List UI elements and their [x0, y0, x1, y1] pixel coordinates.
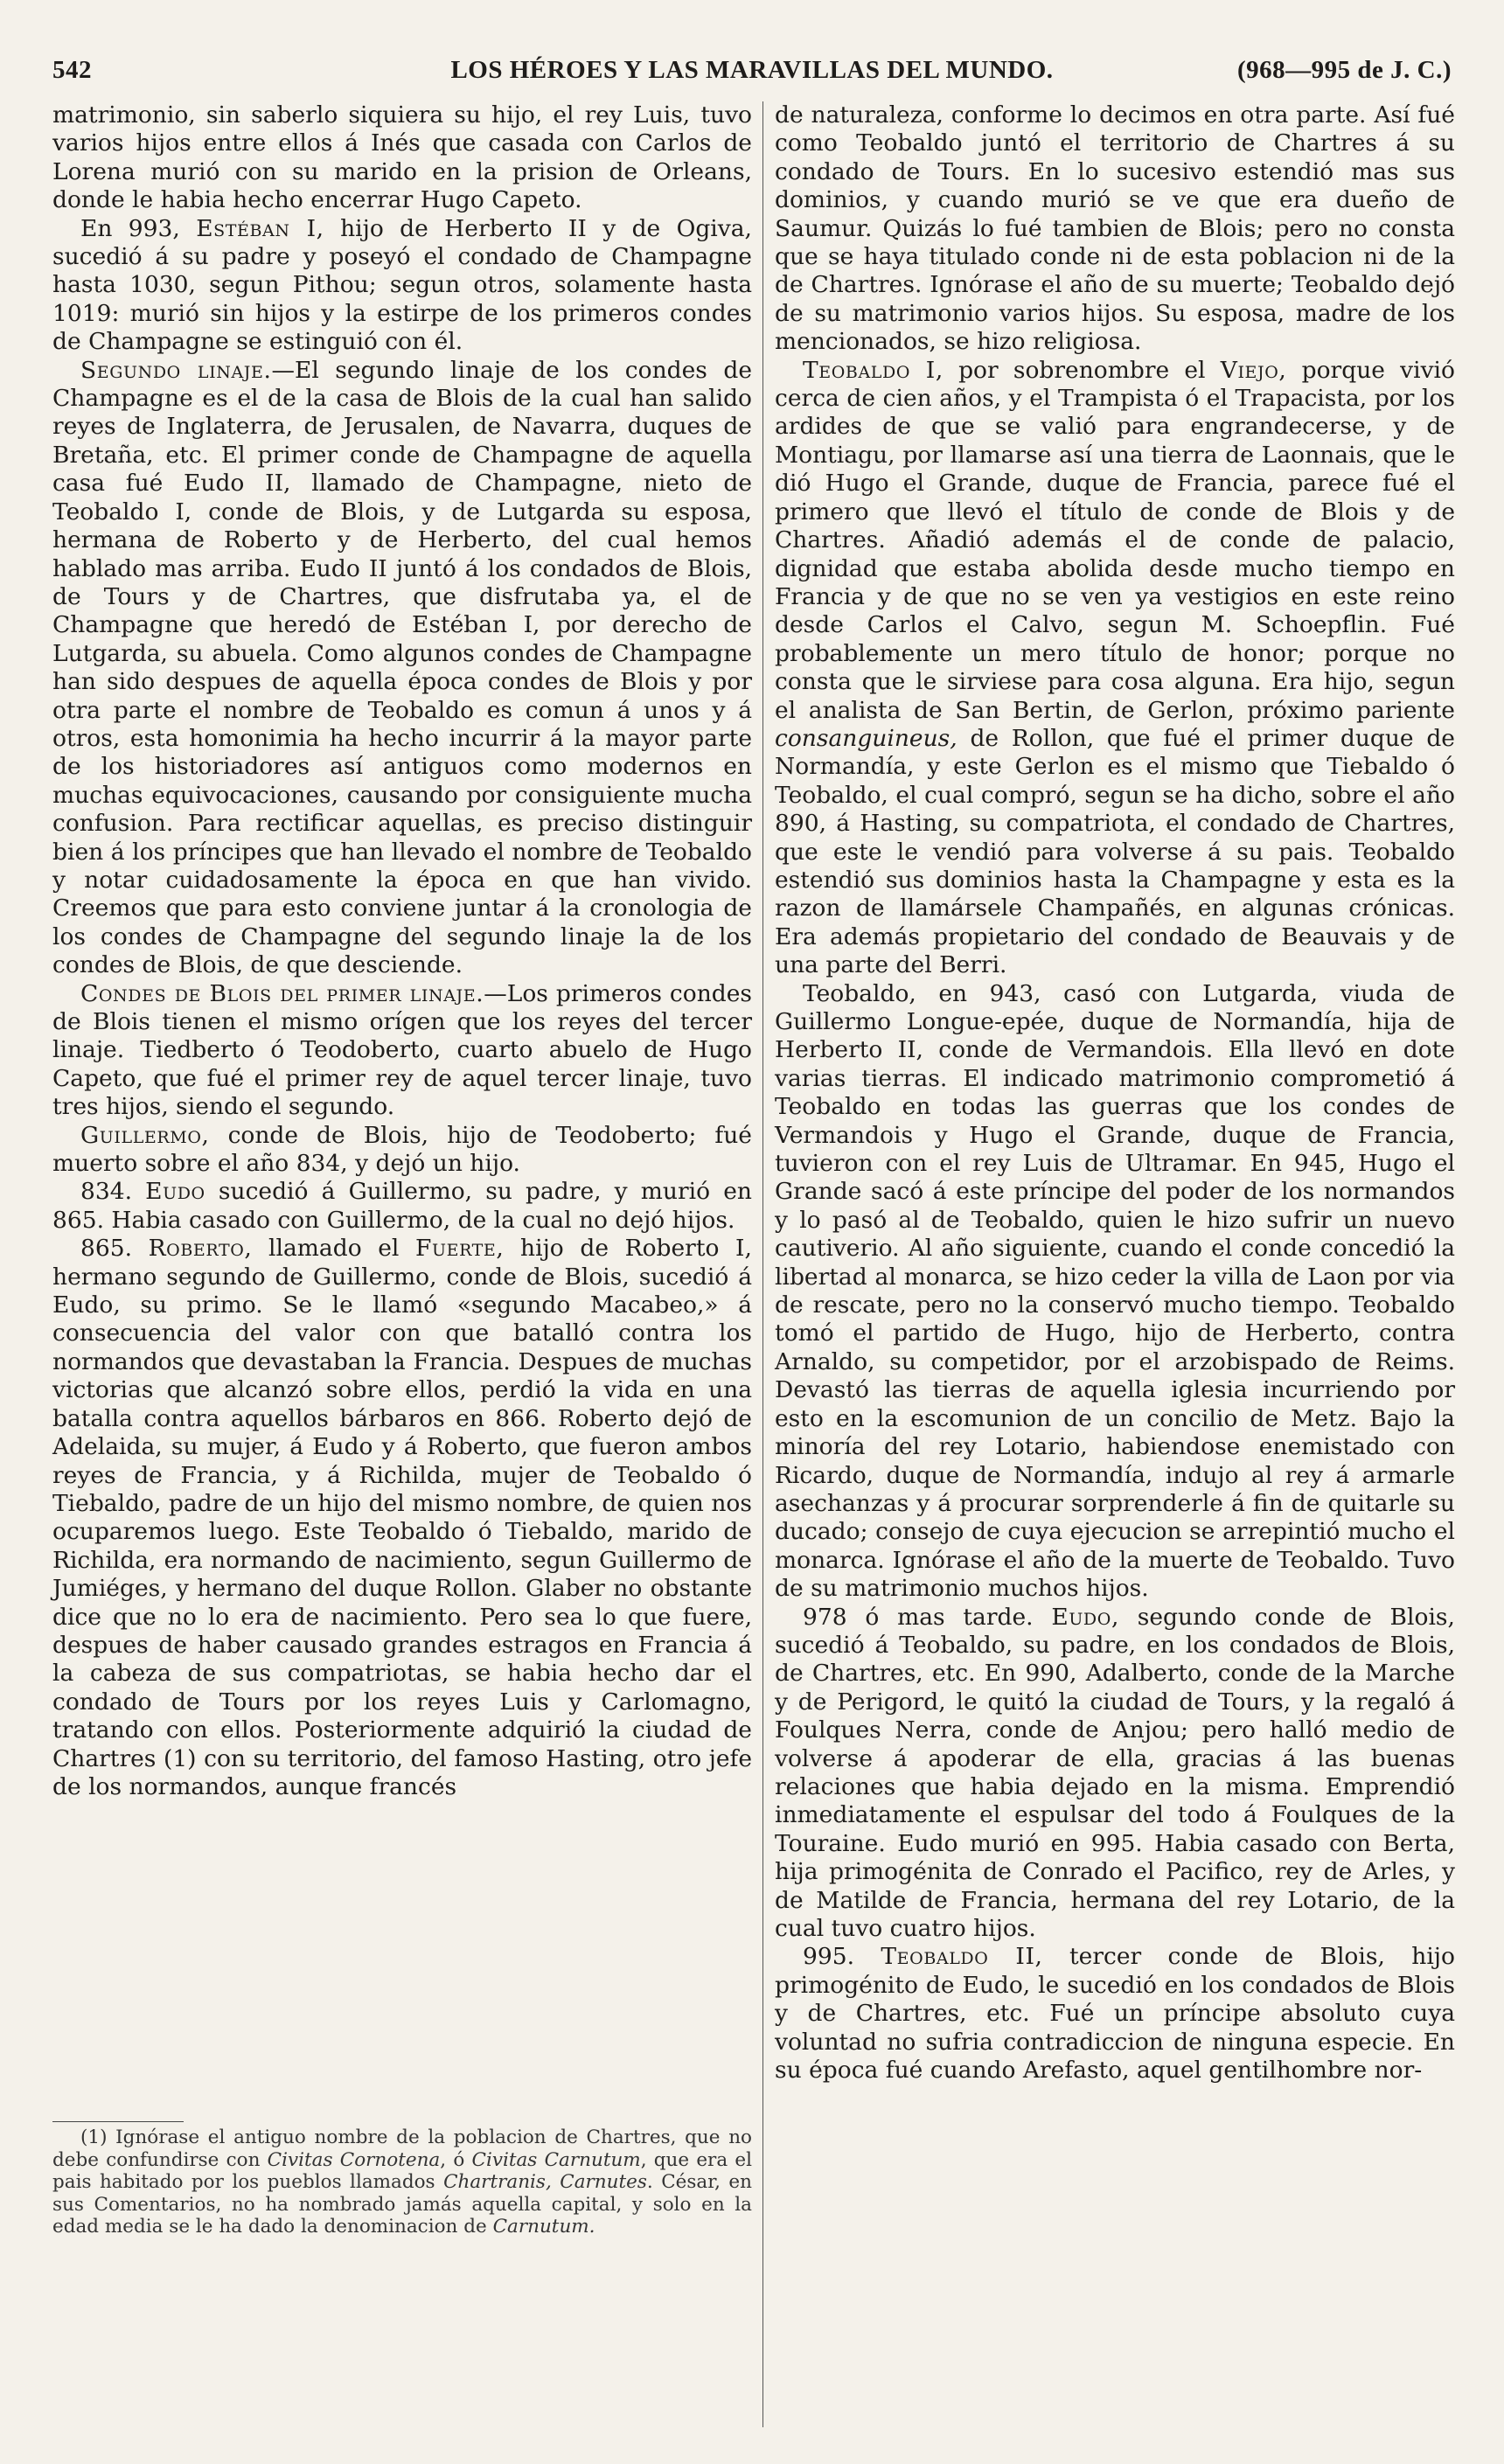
latin-term: consanguineus, [775, 724, 957, 752]
paragraph: Teobaldo I, por sobrenombre el Viejo, porque vivió cerca de cien años, y el Trampista ó el Trapacista, por los ardides de que se valió para engrandecerse, y de Montiagu, por llamarse así una tierra de Laonnais, que le dió Hugo el Grande, duque de Francia, parece fué el primero que llevó el título de conde de Blois y de Chartres. Añadió además el de conde de palacio, dignidad que estaba abolida desde mucho tiempo en Francia y de que no se ven ya vestigios en este reino desde Carlos el Calvo, segun M. Schoepflin. Fué probablemente un mero título de honor; porque no consta que le sirviese para cosa alguna. Era hijo, segun el analista de San Bertin, de Gerlon, próximo pariente consanguineus, de Rollon, que fué el primer duque de Normandía, y este Gerlon es el mismo que Tiebaldo ó Teobaldo, el cual compró, segun se ha dicho, sobre el año 890, á Hasting, su compatriota, el condado de Chartres, que este le vendió para volverse á su pais. Teobaldo estendió sus dominios hasta la Champagne y esta es la razon de llamársele Champañés, en algunas crónicas. Era además propietario del condado de Beauvais y de una parte del Berri. [775, 356, 1455, 979]
section-paragraph: Condes de Blois del primer linaje.—Los primeros condes de Blois tienen el mismo orígen que los reyes del tercer linaje. Tiedberto ó Teodoberto, cuarto abuelo de Hugo Capeto, que fué el primer rey de aquel tercer linaje, tuvo tres hijos, siendo el segundo. [52, 979, 753, 1121]
right-column [775, 101, 1455, 2085]
paragraph: Teobaldo, en 943, casó con Lutgarda, viuda de Guillermo Longue-epée, duque de Normandía, hija de Herberto II, conde de Vermandois. Ella llevó en dote varias tierras. El indicado matrimonio comprometió á Teobaldo en todas las guerras que los condes de Vermandois y Hugo el Grande, duque de Francia, tuvieron con el rey Luis de Ultramar. En 945, Hugo el Grande sacó á este príncipe del poder de los normandos y lo pasó al de Teobaldo, quien le hizo sufrir un nuevo cautiverio. Al año siguiente, cuando el conde concedió la libertad al monarca, se hizo ceder la villa de Laon por via de rescate, pero no la conservó mucho tiempo. Teobaldo tomó el partido de Hugo, hijo de Herberto, contra Arnaldo, su competidor, por el arzobispado de Reims. Devastó las tierras de aquella iglesia incurriendo por esto en la escomunion de un concilio de Metz. Bajo la minoría del rey Lotario, habiendose enemistado con Ricardo, duque de Normandía, indujo al rey á armarle asechanzas y á procurar sorprenderle á fin de quitarle su ducado; consejo de cuya ejecucion se arrepintió mucho el monarca. Ignórase el año de la muerte de Teobaldo. Tuvo de su matrimonio muchos hijos. [775, 979, 1455, 1603]
footnote-text: (1) Ignórase el antiguo nombre de la poblacion de Chartres, que no debe confundirse con Civitas Cornotena, ó Civitas Carnutum, que era el pais habitado por los pueblos llamados Chartranis, Carnutes. César, en sus Comentarios, no ha nombrado jamás aquella capital, y solo en la edad media se le ha dado la denominacion de Carnutum. [52, 2126, 752, 2238]
page-number: 542 [52, 56, 92, 84]
section-heading: Segundo linaje. [80, 356, 272, 384]
person-name: Eudo, [1051, 1603, 1119, 1631]
paragraph: Guillermo, conde de Blois, hijo de Teodoberto; fué muerto sobre el año 834, y dejó un hijo. [52, 1121, 752, 1178]
person-name: Estéban I, [196, 214, 324, 242]
epithet: Viejo, [1220, 356, 1287, 384]
person-name: Teobaldo II, [881, 1943, 1043, 1971]
paragraph: de naturaleza, conforme lo decimos en otra parte. Así fué como Teobaldo juntó el territorio de Chartres á su condado de Tours. En lo sucesivo estendió mas sus dominios, y cuando murió se ve que era dueño de Saumur. Quizás lo fué tambien de Blois; pero no consta que se haya titulado conde ni de esta poblacion ni de la de Chartres. Ignórase el año de su muerte; Teobaldo dejó de su matrimonio varios hijos. Su esposa, madre de los mencionados, se hizo religiosa. [775, 101, 1455, 356]
person-name: Guillermo, [80, 1121, 210, 1149]
paragraph: matrimonio, sin saberlo siquiera su hijo, el rey Luis, tuvo varios hijos entre ellos á Inés que casada con Carlos de Lorena murió con su marido en la prision de Orleans, donde le habia hecho encerrar Hugo Capeto. [52, 101, 752, 214]
left-column [52, 101, 752, 1801]
epithet: Fuerte, [415, 1235, 505, 1263]
section-heading: Condes de Blois del primer linaje. [80, 979, 484, 1007]
running-dates: (968—995 de J. C.) [1236, 56, 1452, 84]
person-name: Eudo [145, 1178, 205, 1206]
footnote-rule [52, 2121, 184, 2122]
paragraph: 995. Teobaldo II, tercer conde de Blois, hijo primogénito de Eudo, le sucedió en los condados de Blois y de Chartres, etc. Fué un príncipe absoluto cuya voluntad no sufria contradiccion de ninguna especie. En su época fué cuando Arefasto, aquel gentilhombre nor- [775, 1943, 1455, 2085]
column-divider [762, 101, 763, 2427]
person-name: Teobaldo I, [803, 356, 943, 384]
paragraph: En 993, Estéban I, hijo de Herberto II y de Ogiva, sucedió á su padre y poseyó el condado de Champagne hasta 1030, segun Pithou; segun otros, solamente hasta 1019: murió sin hijos y la estirpe de los primeros condes de Champagne se estinguió con él. [52, 214, 752, 356]
paragraph: 834. Eudo sucedió á Guillermo, su padre, y murió en 865. Habia casado con Guillermo, de la cual no dejó hijos. [52, 1178, 752, 1234]
person-name: Roberto, [148, 1235, 253, 1263]
footnote [52, 2126, 752, 2238]
paragraph: 865. Roberto, llamado el Fuerte, hijo de Roberto I, hermano segundo de Guillermo, conde de Blois, sucedió á Eudo, su primo. Se le llamó «segundo Macabeo,» á consecuencia del valor con que batalló contra los normandos que devastaban la Francia. Despues de muchas victorias que alcanzó sobre ellos, perdió la vida en una batalla contra aquellos bárbaros en 866. Roberto dejó de Adelaida, su mujer, á Eudo y á Roberto, que fueron ambos reyes de Francia, y á Richilda, mujer de Teobaldo ó Tiebaldo, padre de un hijo del mismo nombre, de quien nos ocuparemos luego. Este Teobaldo ó Tiebaldo, marido de Richilda, era normando de nacimiento, segun Guillermo de Jumiéges, y hermano del duque Rollon. Glaber no obstante dice que no lo era de nacimiento. Pero sea lo que fuere, despues de haber causado grandes estragos en Francia á la cabeza de sus compatriotas, se habia hecho dar el condado de Tours por los reyes Luis y Carlomagno, tratando con ellos. Posteriormente adquirió la ciudad de Chartres (1) con su territorio, del famoso Hasting, otro jefe de los normandos, aunque francés [52, 1235, 752, 1800]
section-paragraph: Segundo linaje.—El segundo linaje de los condes de Champagne es el de la casa de Blois de la cual han salido reyes de Inglaterra, de Jerusalen, de Navarra, duques de Bretaña, etc. El primer conde de Champagne de aquella casa fué Eudo II, llamado de Champagne, nieto de Teobaldo I, conde de Blois, y de Lutgarda su esposa, hermana de Roberto y de Herberto, del cual hemos hablado mas arriba. Eudo II juntó á los condados de Blois, de Tours y de Chartres, que disfrutaba ya, el de Champagne que heredó de Estéban I, por derecho de Lutgarda, su abuela. Como algunos condes de Champagne han sido despues de aquella época condes de Blois y por otra parte el nombre de Teobaldo es comun á unos y á otros, esta homonimia ha hecho incurrir á la mayor parte de los historiadores así antiguos como modernos en muchas equivocaciones, causando por consiguiente mucha confusion. Para rectificar aquellas, es preciso distinguir bien á los príncipes que han llevado el nombre de Teobaldo y notar cuidadosamente la época en que han vivido. Creemos que para esto conviene juntar á la cronologia de los condes de Champagne del segundo linaje la de los condes de Blois, de que desciende. [52, 356, 753, 979]
page-header [52, 37, 1452, 82]
paragraph: 978 ó mas tarde. Eudo, segundo conde de Blois, sucedió á Teobaldo, su padre, en los condados de Blois, de Chartres, etc. En 990, Adalberto, conde de la Marche y de Perigord, le quitó la ciudad de Tours, y la regaló á Foulques Nerra, conde de Anjou; pero halló medio de volverse á apoderar de ella, gracias á las buenas relaciones que habia dejado en la misma. Emprendió inmediatamente el espulsar del todo á Foulques de la Touraine. Eudo murió en 995. Habia casado con Berta, hija primogénita de Conrado el Pacifico, rey de Arles, y de Matilde de Francia, hermana del rey Lotario, de la cual tuvo cuatro hijos. [775, 1603, 1455, 1942]
running-title: LOS HÉROES Y LAS MARAVILLAS DEL MUNDO. [450, 56, 1054, 84]
